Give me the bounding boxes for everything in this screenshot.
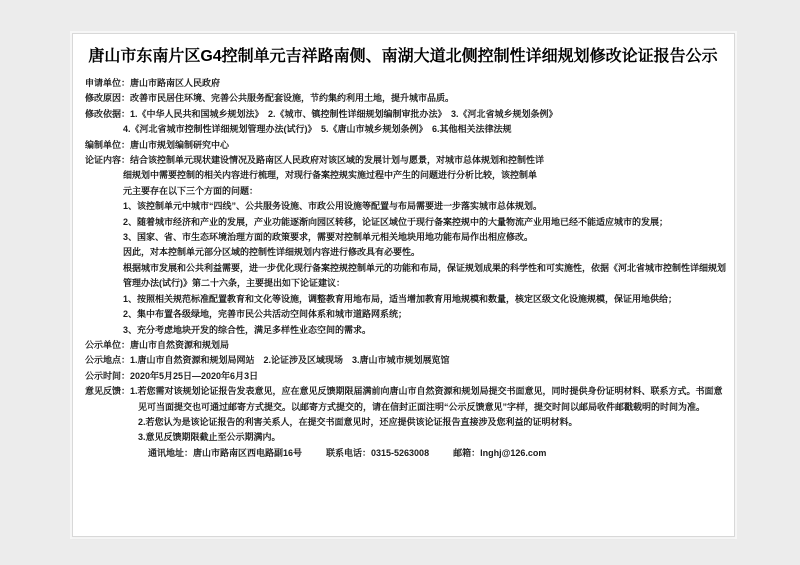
notice-body (85, 76, 727, 461)
content-line: 根据城市发展和公共利益需要，进一步优化现行备案控规控制单元的功能和布局，保证规划成果的科学性和可实施性，依据《河北省城市控制性详细规划 (123, 262, 727, 273)
field-label: 公示单位： (85, 339, 131, 350)
field-label: 论证内容： (85, 155, 131, 166)
field-value: 2020年5月25日—2020年6月3日 (130, 370, 259, 381)
field-value: 唐山市路南区人民政府 (130, 78, 221, 88)
field-label: 编制单位： (85, 139, 131, 150)
content-line: 3、充分考虑地块开发的综合性，满足多样性业态空间的需求。 (123, 324, 372, 335)
field-label: 修改原因： (85, 93, 131, 104)
field-row-reason (85, 91, 721, 106)
field-label: 申请单位： (85, 78, 131, 88)
field-value-line: 1.《中华人民共和国城乡规划法》 2.《城市、镇控制性详细规划编制审批办法》 3.《河北省城乡规划条例》 (130, 108, 558, 119)
field-row-feedback (85, 384, 721, 446)
field-label: 意见反馈： (85, 386, 131, 397)
page-title: 唐山市东南片区G4控制单元吉祥路南侧、南湖大道北侧控制性详细规划修改论证报告公示 (88, 48, 718, 65)
field-row-publisher (85, 338, 721, 353)
content-line: 管理办法(试行)》第二十六条，主要提出如下论证建议： (123, 278, 345, 289)
field-row-compiler (85, 138, 721, 153)
field-value: 改善市民居住环境、完善公共服务配套设施，节约集约利用土地，提升城市品质。 (130, 93, 455, 104)
notice-page (72, 33, 735, 537)
content-line: 结合该控制单元现状建设情况及路南区人民政府对该区域的发展计划与愿景，对城市总体规划和控制性详 (130, 155, 545, 166)
content-line: 因此，对本控制单元部分区域的控制性详细规划内容进行修改具有必要性。 (123, 247, 421, 258)
content-line: 细规划中需要控制的相关内容进行梳理，对现行备案控规实施过程中产生的问题进行分析比较，该控制单 (123, 170, 538, 181)
field-value-line: 4.《河北省城市控制性详细规划管理办法(试行)》 5.《唐山市城乡规划条例》 6.其他相关法律法规 (123, 124, 512, 135)
field-row-locations (85, 353, 721, 368)
content-line: 2、随着城市经济和产业的发展，产业功能逐渐向园区转移，论证区域位于现行备案控规中的大量物流产业用地已经不能适应城市的发展； (123, 216, 669, 227)
contact-address: 通讯地址：唐山市路南区西电路副16号 (148, 447, 303, 458)
field-row-basis (85, 107, 721, 138)
contact-row (85, 446, 721, 461)
field-value: 1.唐山市自然资源和规划局网站 2.论证涉及区域现场 3.唐山市城市规划展览馆 (130, 355, 450, 366)
field-value: 唐山市规划编制研究中心 (130, 139, 230, 150)
field-value: 唐山市自然资源和规划局 (130, 339, 230, 350)
content-line: 3、国家、省、市生态环境治理方面的政策要求，需要对控制单元相关地块用地功能布局作出相应修改。 (123, 232, 534, 243)
field-label: 修改依据： (85, 108, 131, 119)
content-line: 2、集中布置各级绿地，完善市民公共活动空间体系和城市道路网系统； (123, 309, 408, 320)
feedback-line: 见可当面提交也可通过邮寄方式提交。以邮寄方式提交的，请在信封正面注明“公示反馈意见”字样，提交时间以邮局收件邮戳载明的时间为准。 (138, 401, 706, 412)
feedback-line: 1.若您需对该规划论证报告发表意见，应在意见反馈期限届满前向唐山市自然资源和规划局提交书面意见，同时提供身份证明材料、联系方式。书面意 (130, 386, 723, 397)
contact-email: 邮箱：lnghj@126.com (453, 447, 547, 458)
contact-phone: 联系电话：0315-5263008 (326, 447, 430, 458)
field-row-content (85, 153, 727, 338)
field-label: 公示地点： (85, 355, 131, 366)
field-row-applicant (85, 76, 721, 91)
feedback-line: 2.若您认为是该论证报告的利害关系人，在提交书面意见时，还应提供该论证报告直接涉及您利益的证明材料。 (138, 416, 578, 427)
content-line: 元主要存在以下三个方面的问题： (123, 185, 259, 196)
feedback-line: 3.意见反馈期限截止至公示期满内。 (138, 432, 281, 443)
content-line: 1、该控制单元中城市“四线”、公共服务设施、市政公用设施等配置与布局需要进一步落实城市总体规划。 (123, 201, 543, 212)
content-line: 1、按照相关规范标准配置教育和文化等设施，调整教育用地布局，适当增加教育用地规模和数量，核定区级文化设施规模，保证用地供给； (123, 293, 678, 304)
field-label: 公示时间： (85, 370, 131, 381)
field-row-period (85, 369, 721, 384)
contact-line (148, 446, 721, 461)
